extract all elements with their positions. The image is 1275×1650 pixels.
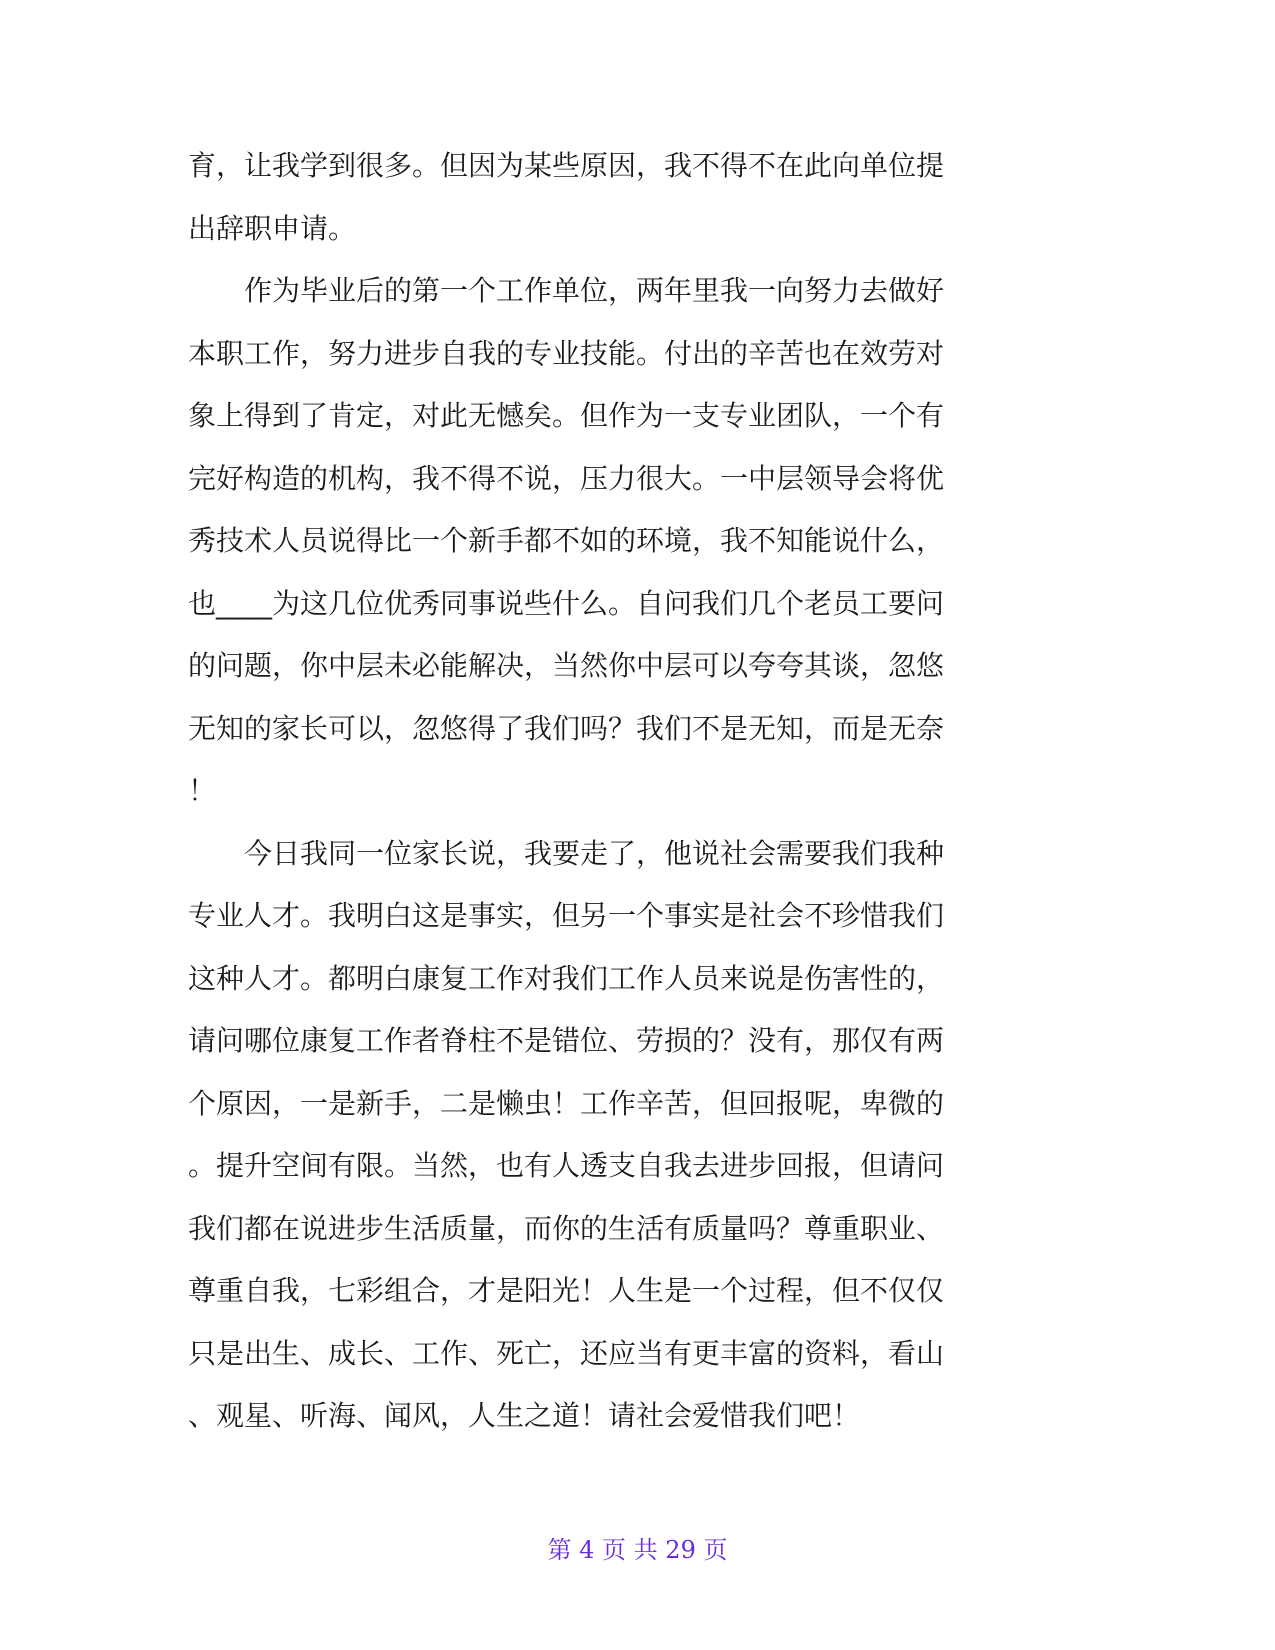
paragraph-start-line: 今日我同一位家长说，我要走了，他说社会需要我们我种 [188,836,945,870]
text-line: 尊重自我，七彩组合，才是阳光！人生是一个过程，但不仅仅 [188,1274,945,1307]
text-line: 请问哪位康复工作者脊柱不是错位、劳损的？没有，那仅有两 [188,1024,945,1057]
text-line: 我们都在说进步生活质量，而你的生活有质量吗？尊重职业、 [188,1211,945,1245]
text-line: 完好构造的机构，我不得不说，压力很大。一中层领导会将优 [188,461,945,495]
text-line: 象上得到了肯定，对此无憾矣。但作为一支专业团队，一个有 [188,399,945,432]
text-line: 本职工作，努力进步自我的专业技能。付出的辛苦也在效劳对 [188,336,945,370]
text-line: 、观星、听海、闻风，人生之道！请社会爱惜我们吧！ [188,1399,861,1432]
page-number-footer: 第 4 页 共 29 页 [547,1536,728,1564]
text-line: 。提升空间有限。当然，也有人透支自我去进步回报，但请问 [188,1149,945,1182]
text-line: 育，让我学到很多。但因为某些原因，我不得不在此向单位提 [188,149,945,182]
text-line: 个原因，一是新手，二是懒虫！工作辛苦，但回报呢，卑微的 [188,1086,945,1120]
text-line: 这种人才。都明白康复工作对我们工作人员来说是伤害性的， [188,961,945,995]
text-line: 的问题，你中层未必能解决，当然你中层可以夸夸其谈，忽悠 [188,649,945,682]
text-line: 出辞职申请。 [188,211,357,245]
paragraph-start-line: 作为毕业后的第一个工作单位，两年里我一向努力去做好 [188,274,945,307]
text-line: 专业人才。我明白这是事实，但另一个事实是社会不珍惜我们 [188,899,945,932]
text-line: ！ [188,774,217,807]
text-line: 无知的家长可以，忽悠得了我们吗？我们不是无知，而是无奈 [188,711,945,745]
text-line: 只是出生、成长、工作、死亡，还应当有更丰富的资料，看山 [188,1336,945,1370]
text-line: 秀技术人员说得比一个新手都不如的环境，我不知能说什么， [188,524,945,557]
text-line: 也____为这几位优秀同事说些什么。自问我们几个老员工要问 [188,586,945,620]
body-text [188,135,1078,1448]
